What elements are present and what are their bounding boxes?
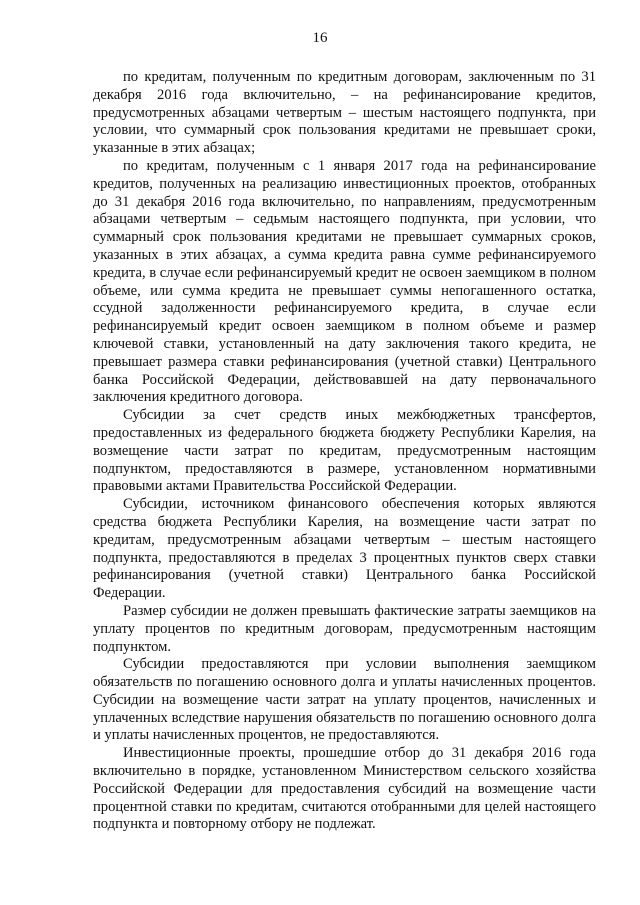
document-body [93,69,596,834]
paragraph: Субсидии, источником финансового обеспечения которых являются средства бюджета Республики Карелия, на возмещение части затрат по кредитам, предусмотренным абзацами четвертым – шестым настоящего подпункта, предоставляются в пределах 3 процентных пунктов сверх ставки рефинансирования (учетной ставки) Центрального банка Российской Федерации. [93,496,596,602]
paragraph: Субсидии предоставляются при условии выполнения заемщиком обязательств по погашению основного долга и уплаты начисленных процентов. Субсидии на возмещение части затрат на уплату процентов, начисленных и уплаченных вследствие нарушения обязательств по погашению основного долга и уплаты начисленных процентов, не предоставляются. [93,656,596,744]
page-number: 16 [312,30,328,46]
paragraph: Размер субсидии не должен превышать фактические затраты заемщиков на уплату процентов по кредитным договорам, предусмотренным настоящим подпунктом. [93,602,596,655]
paragraph: Инвестиционные проекты, прошедшие отбор до 31 декабря 2016 года включительно в порядке, установленном Министерством сельского хозяйства Российской Федерации для предоставления субсидий на возмещение части процентной ставки по кредитам, считаются отобранными для целей настоящего подпункта и повторному отбору не подлежат. [93,745,596,833]
paragraph: по кредитам, полученным с 1 января 2017 года на рефинансирование кредитов, полученных на реализацию инвестиционных проектов, отобранных до 31 декабря 2016 года включительно, по направлениям, предусмотренным абзацами четвертым – седьмым настоящего подпункта, при условии, что суммарный срок пользования кредитами не превышает суммарных сроков, указанных в этих абзацах, а сумма кредита равна сумме рефинансируемого кредита, в случае если рефинансируемый кредит не освоен заемщиком в полном объеме, или сумма кредита не превышает суммы непогашенного остатка, ссудной задолженности рефинансируемого кредита, в случае если рефинансируемый кредит освоен заемщиком в полном объеме и размер ключевой ставки, установленный на дату заключения такого кредита, не превышает размера ставки рефинансирования (учетной ставки) Центрального банка Российской Федерации, действовавшей на дату первоначального заключения кредитного договора. [93,157,596,406]
paragraph: по кредитам, полученным по кредитным договорам, заключенным по 31 декабря 2016 года включительно, – на рефинансирование кредитов, предусмотренных абзацами четвертым – шестым настоящего подпункта, при условии, что суммарный срок пользования кредитами не превышает сроки, указанные в этих абзацах; [93,69,596,157]
paragraph: Субсидии за счет средств иных межбюджетных трансфертов, предоставленных из федерального бюджета бюджету Республики Карелия, на возмещение части затрат по кредитам, предусмотренным настоящим подпунктом, предоставляются в размере, установленном нормативными правовыми актами Правительства Российской Федерации. [93,407,596,495]
